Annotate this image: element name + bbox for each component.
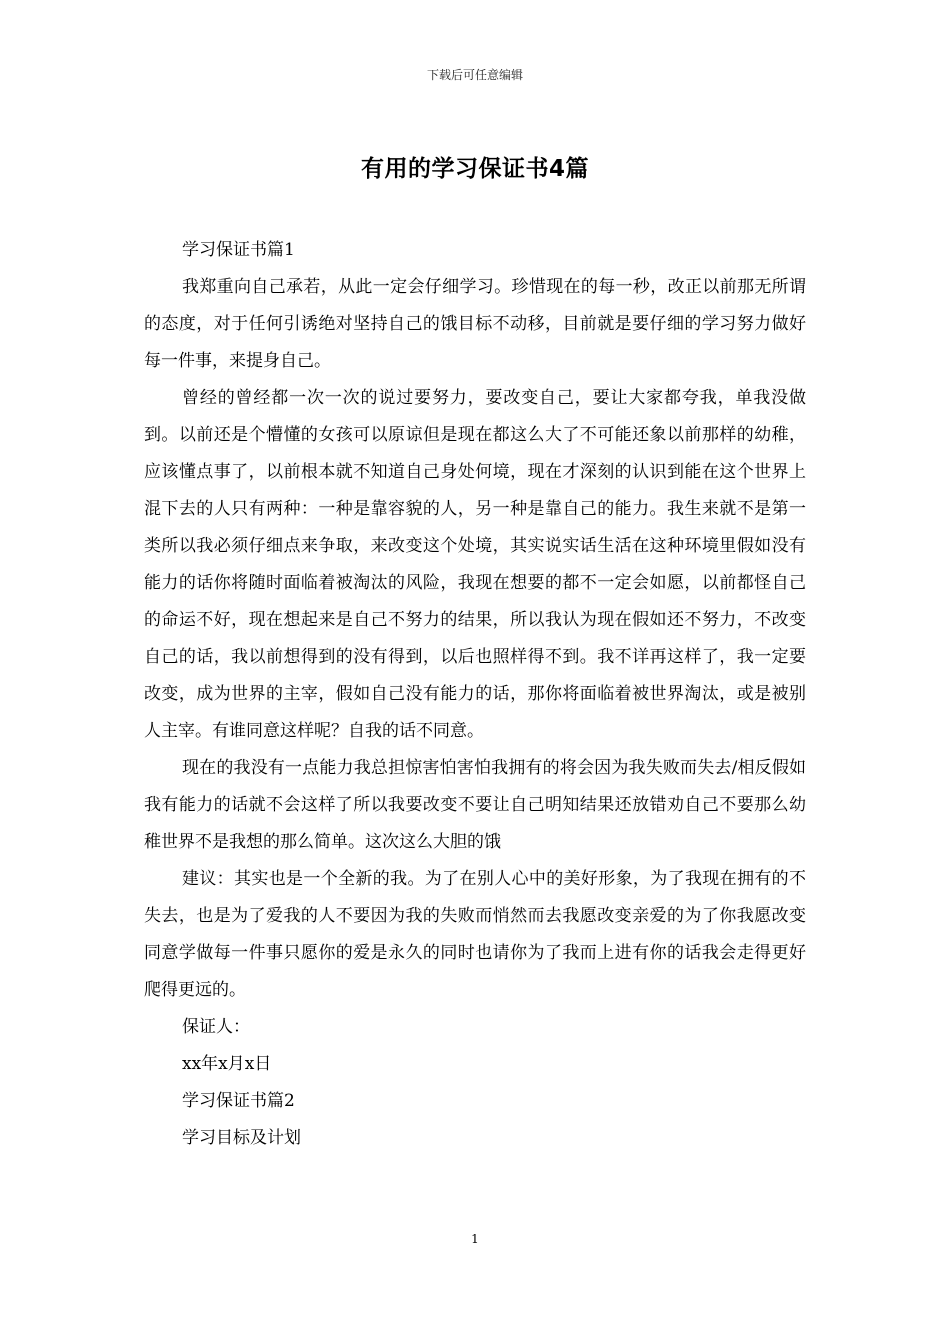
paragraph-3: 现在的我没有一点能力我总担惊害怕害怕我拥有的将会因为我失败而失去/相反假如我有能力的话就不会这样了所以我要改变不要让自己明知结果还放错劝自己不要那么幼稚世界不是我想的那么简单。这次这么大胆的饿	[144, 758, 806, 852]
paragraph-1: 我郑重向自己承若，从此一定会仔细学习。珍惜现在的每一秒，改正以前那无所谓的态度，对于任何引诱绝对坚持自己的饿目标不动移，目前就是要仔细的学习努力做好每一件事，来提身自己。	[144, 277, 806, 371]
page-number: 1	[471, 1232, 479, 1246]
section-heading-1: 学习保证书篇1	[182, 240, 295, 260]
paragraph-4: 建议：其实也是一个全新的我。为了在别人心中的美好形象，为了我现在拥有的不失去，也是为了爱我的人不要因为我的失败而悄然而去我愿改变亲爱的为了你我愿改变同意学做每一件事只愿你的爱是永久的同时也请你为了我而上进有你的话我会走得更好爬得更远的。	[144, 869, 806, 1000]
page-header: 下载后可任意编辑	[426, 68, 523, 82]
paragraph-2: 曾经的曾经都一次一次的说过要努力，要改变自己，要让大家都夸我，单我没做到。以前还是个懵懂的女孩可以原谅但是现在都这么大了不可能还象以前那样的幼稚，应该懂点事了，以前根本就不知道自己身处何境，现在才深刻的认识到能在这个世界上混下去的人只有两种：一种是靠容貌的人，另一种是靠自己的能力。我生来就不是第一类所以我必须仔细点来争取，来改变这个处境，其实说实话生活在这种环境里假如没有能力的话你将随时面临着被淘汰的风险，我现在想要的都不一定会如愿，以前都怪自己的命运不好，现在想起来是自己不努力的结果，所以我认为现在假如还不努力，不改变自己的话，我以前想得到的没有得到，以后也照样得不到。我不详再这样了，我一定要改变，成为世界的主宰，假如自己没有能力的话，那你将面临着被世界淘汰，或是被别人主宰。有谁同意这样呢？自我的话不同意。	[144, 388, 806, 741]
document-body	[144, 232, 806, 1157]
subheading-goals: 学习目标及计划	[182, 1128, 301, 1148]
date-line: xx年x月x日	[182, 1054, 272, 1074]
document-title: 有用的学习保证书4篇	[360, 156, 589, 182]
guarantor-label: 保证人：	[182, 1017, 250, 1037]
section-heading-2: 学习保证书篇2	[182, 1091, 295, 1111]
